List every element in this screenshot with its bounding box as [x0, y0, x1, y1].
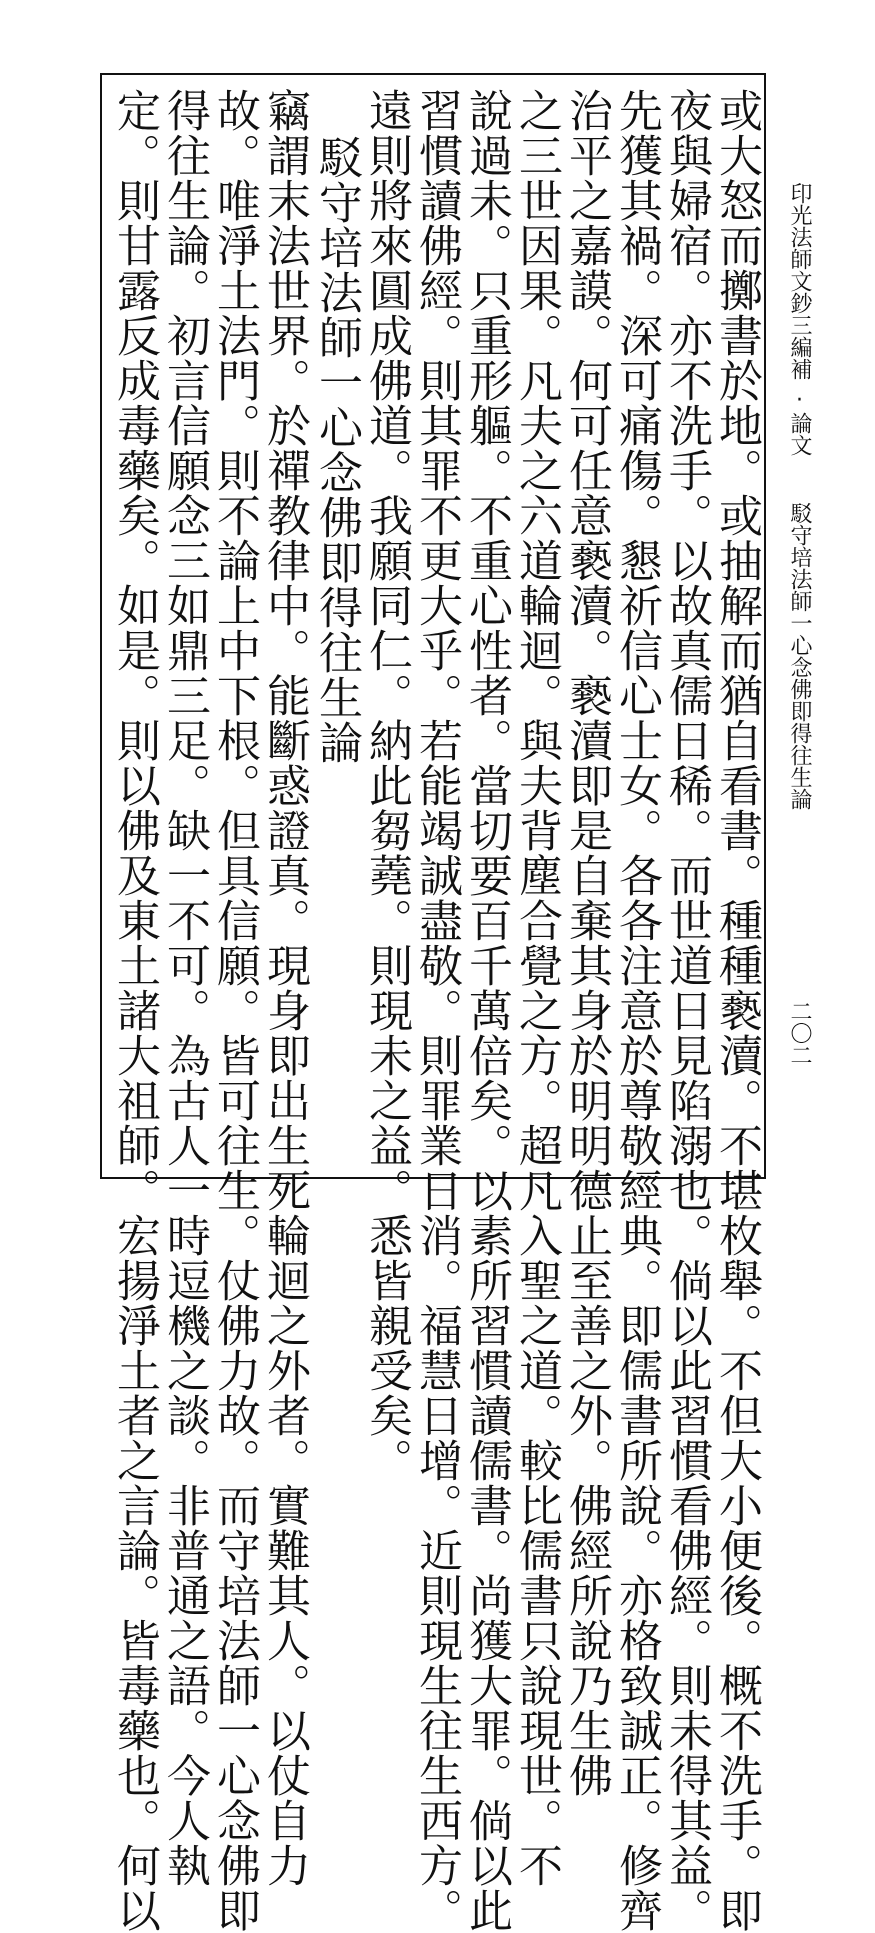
text-column-11: 故。唯淨土法門。則不論上中下根。但具信願。皆可往生。仗佛力故。而守培法師一心念佛即 [209, 88, 260, 1933]
text-column-7: 習慣讀佛經。則其罪不更大乎。若能竭誠盡敬。則罪業日消。福慧日增。近則現生往生西方。 [411, 88, 462, 1933]
text-column-4: 治平之嘉謨。何可任意褻瀆。褻瀆即是自棄其身於明明德止至善之外。佛經所說乃生佛 [561, 88, 612, 1798]
text-column-2: 夜與婦宿。亦不洗手。以故真儒日稀。而世道日見陷溺也。倘以此習慣看佛經。則未得其益。 [661, 88, 712, 1933]
text-column-5: 之三世因果。凡夫之六道輪迴。與夫背塵合覺之方。超凡入聖之道。較比儒書只說現世。不 [511, 88, 562, 1888]
running-head-separator: · [787, 388, 812, 413]
article-heading: 駁守培法師一心念佛即得往生論 [311, 135, 362, 765]
running-head-section: 論文 [787, 412, 812, 456]
text-column-1: 或大怒而擲書於地。或抽解而猶自看書。種種褻瀆。不堪枚舉。不但大小便後。概不洗手。即 [711, 88, 762, 1933]
text-column-13: 定。則甘露反成毒藥矣。如是。則以佛及東土諸大祖師。宏揚淨土者之言論。皆毒藥也。何以 [109, 88, 160, 1933]
text-column-10: 竊謂末法世界。於禪教律中。能斷惑證真。現身即出生死輪迴之外者。實難其人。以仗自力 [259, 88, 310, 1888]
text-column-12: 得往生論。初言信願念三如鼎三足。缺一不可。為古人一時逗機之談。非普通之語。今人執 [159, 88, 210, 1888]
running-head-article-title: 駁守培法師一心念佛即得往生論 [787, 502, 812, 810]
text-column-8: 遠則將來圓成佛道。我願同仁。納此芻蕘。則現未之益。悉皆親受矣。 [361, 88, 412, 1483]
page-number: 二〇二 [787, 1000, 812, 1066]
running-head-book-title: 印光法師文鈔三編補 [787, 182, 812, 380]
text-column-6: 說過未。只重形軀。不重心性者。當切要百千萬倍矣。以素所習慣讀儒書。尚獲大罪。倘以此 [461, 88, 512, 1933]
text-column-3: 先獲其禍。深可痛傷。懇祈信心士女。各各注意於尊敬經典。即儒書所說。亦格致誠正。修齊 [611, 88, 662, 1933]
